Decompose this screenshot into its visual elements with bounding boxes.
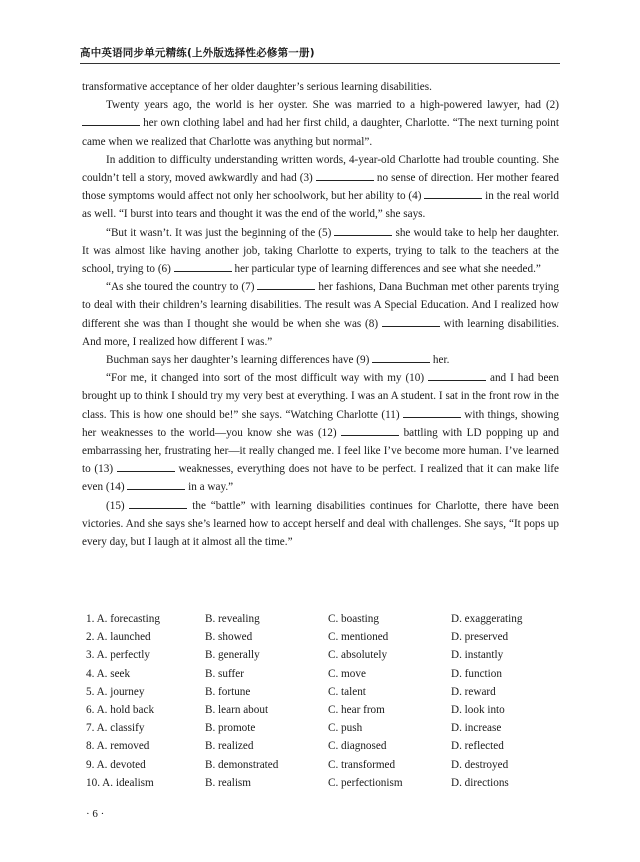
answer-blank: [129, 498, 187, 509]
option-choice: 7. A. classify: [86, 722, 145, 735]
answer-blank: [117, 461, 175, 472]
option-choice: B. realized: [205, 740, 254, 753]
paragraph-text: and I had been brought up to think I should try my very best at everything. I was an A student. I sat in the front row in the class. This is how one should be!” she says. “Watching Charlotte (11): [82, 372, 559, 421]
answer-blank: [341, 425, 399, 436]
paragraph-text: “But it wasn’t. It was just the beginning of the (5): [106, 226, 335, 239]
paragraph-text: in a way.”: [185, 481, 234, 494]
option-choice: C. boasting: [328, 613, 379, 625]
option-choice: 8. A. removed: [86, 740, 150, 753]
option-row: [86, 719, 556, 737]
option-choice: B. demonstrated: [205, 758, 279, 771]
paragraph-text: with things, showing her weaknesses to the world—you know she was (12): [82, 408, 559, 439]
answer-blank: [316, 170, 374, 181]
option-choice: 3. A. perfectly: [86, 649, 150, 662]
option-choice: C. perfectionism: [328, 776, 403, 789]
option-choice: C. move: [328, 667, 366, 680]
option-choice: B. revealing: [205, 613, 260, 625]
paragraph-text: the “battle” with learning disabilities continues for Charlotte, there have been victories. And she says she’s learned how to accept herself and deal with challenges. She says, “It pops up every day, but I laugh at it almost all the time.”: [82, 499, 559, 549]
option-row: [86, 774, 556, 792]
paragraph-text: “For me, it changed into sort of the most difficult way with my (10): [106, 372, 429, 385]
paragraph-text: with learning disabilities. And more, I realized how different I was.”: [82, 317, 559, 348]
paragraph-text: transformative acceptance of her older daughter’s serious learning disabilities.: [82, 81, 432, 93]
answer-options: [86, 610, 556, 792]
page-header: 高中英语同步单元精练(上外版选择性必修第一册): [80, 47, 315, 59]
answer-blank: [424, 188, 482, 199]
paragraph: [82, 151, 559, 224]
paragraph-text: in the real world as well. “I burst into tears and thought it was the end of the world,” she says.: [82, 190, 559, 221]
answer-blank: [334, 225, 392, 236]
option-choice: B. fortune: [205, 685, 251, 698]
paragraph: [82, 497, 559, 552]
option-choice: B. learn about: [205, 703, 269, 716]
answer-blank: [174, 261, 232, 272]
answer-blank: [257, 279, 315, 290]
paragraph: [82, 78, 559, 96]
option-choice: 5. A. journey: [86, 685, 145, 698]
paragraph-text: (15): [106, 499, 130, 512]
option-choice: 9. A. devoted: [86, 758, 146, 771]
option-choice: D. exaggerating: [451, 613, 523, 625]
option-choice: B. suffer: [205, 667, 244, 680]
option-choice: D. preserved: [451, 631, 509, 644]
option-row: [86, 683, 556, 701]
option-choice: D. destroyed: [451, 758, 509, 771]
answer-blank: [428, 370, 486, 381]
option-row: [86, 646, 556, 664]
option-choice: D. reward: [451, 685, 496, 698]
option-choice: C. absolutely: [328, 649, 388, 662]
paragraph-text: she would take to help her daughter. It was almost like having another job, taking Charlotte to experts, trying to talk to the teachers at the school, trying to (6): [82, 226, 559, 276]
option-choice: 4. A. seek: [86, 667, 131, 680]
paragraph-text: her particular type of learning differences and see what she needed.”: [231, 263, 541, 276]
answer-blank: [403, 407, 461, 418]
option-choice: D. directions: [451, 776, 509, 789]
option-choice: 1. A. forecasting: [86, 613, 160, 625]
option-choice: 2. A. launched: [86, 631, 151, 644]
option-choice: C. mentioned: [328, 631, 389, 644]
paragraph-text: In addition to difficulty understanding written words, 4-year-old Charlotte had trouble counting. She couldn’t tell a story, moved awkwardly and had (3): [82, 153, 559, 185]
option-choice: C. hear from: [328, 703, 385, 716]
paragraph: [82, 278, 559, 351]
option-row: [86, 665, 556, 683]
option-choice: D. instantly: [451, 649, 504, 662]
option-choice: D. reflected: [451, 740, 504, 753]
paragraph-text: Buchman says her daughter’s learning differences have (9): [106, 354, 373, 367]
option-choice: C. transformed: [328, 758, 396, 771]
option-row: [86, 756, 556, 774]
answer-blank: [82, 115, 140, 126]
option-row: [86, 701, 556, 719]
paragraph-text: her own clothing label and had her first child, a daughter, Charlotte. “The next turning point came when we realized that Charlotte was anything but normal”.: [82, 117, 559, 148]
option-choice: B. generally: [205, 649, 260, 662]
option-choice: B. realism: [205, 776, 251, 789]
paragraph: [82, 224, 559, 279]
paragraph: [82, 96, 559, 151]
option-choice: D. look into: [451, 703, 505, 716]
paragraph: [82, 369, 559, 496]
answer-blank: [127, 479, 185, 490]
option-choice: C. push: [328, 722, 363, 735]
option-choice: B. promote: [205, 722, 256, 735]
answer-blank: [372, 352, 430, 363]
option-choice: B. showed: [205, 631, 253, 644]
passage-text: [82, 78, 559, 551]
option-row: [86, 737, 556, 755]
paragraph: [82, 351, 559, 369]
paragraph-text: battling with LD popping up and embarrassing her, frustrating her—it really changed me. I feel like I’ve become more human. I’ve learned to (13): [82, 426, 559, 476]
answer-blank: [382, 316, 440, 327]
option-choice: C. diagnosed: [328, 740, 387, 753]
header-divider: [80, 63, 560, 64]
option-row: [86, 610, 556, 628]
paragraph-text: “As she toured the country to (7): [106, 281, 258, 294]
paragraph-text: weaknesses, everything does not have to be perfect. I realized that it can make life even (14): [82, 463, 560, 494]
option-row: [86, 628, 556, 646]
option-choice: D. increase: [451, 722, 502, 735]
paragraph-text: her fashions, Dana Buchman met other parents trying to deal with their children’s learning disabilities. The result was A Special Education. And I realized how different she was than I thought she would be when she was (8): [82, 281, 559, 330]
paragraph-text: Twenty years ago, the world is her oyster. She was married to a high-powered lawyer, had (2): [106, 99, 559, 112]
option-choice: C. talent: [328, 685, 366, 698]
paragraph-text: her.: [430, 354, 450, 367]
option-choice: 10. A. idealism: [86, 776, 154, 789]
page-number: · 6 ·: [86, 808, 105, 820]
option-choice: D. function: [451, 667, 502, 680]
option-choice: 6. A. hold back: [86, 703, 155, 716]
paragraph-text: no sense of direction. Her mother feared those symptoms would affect not only her schoolwork, but her ability to (4): [82, 172, 559, 203]
